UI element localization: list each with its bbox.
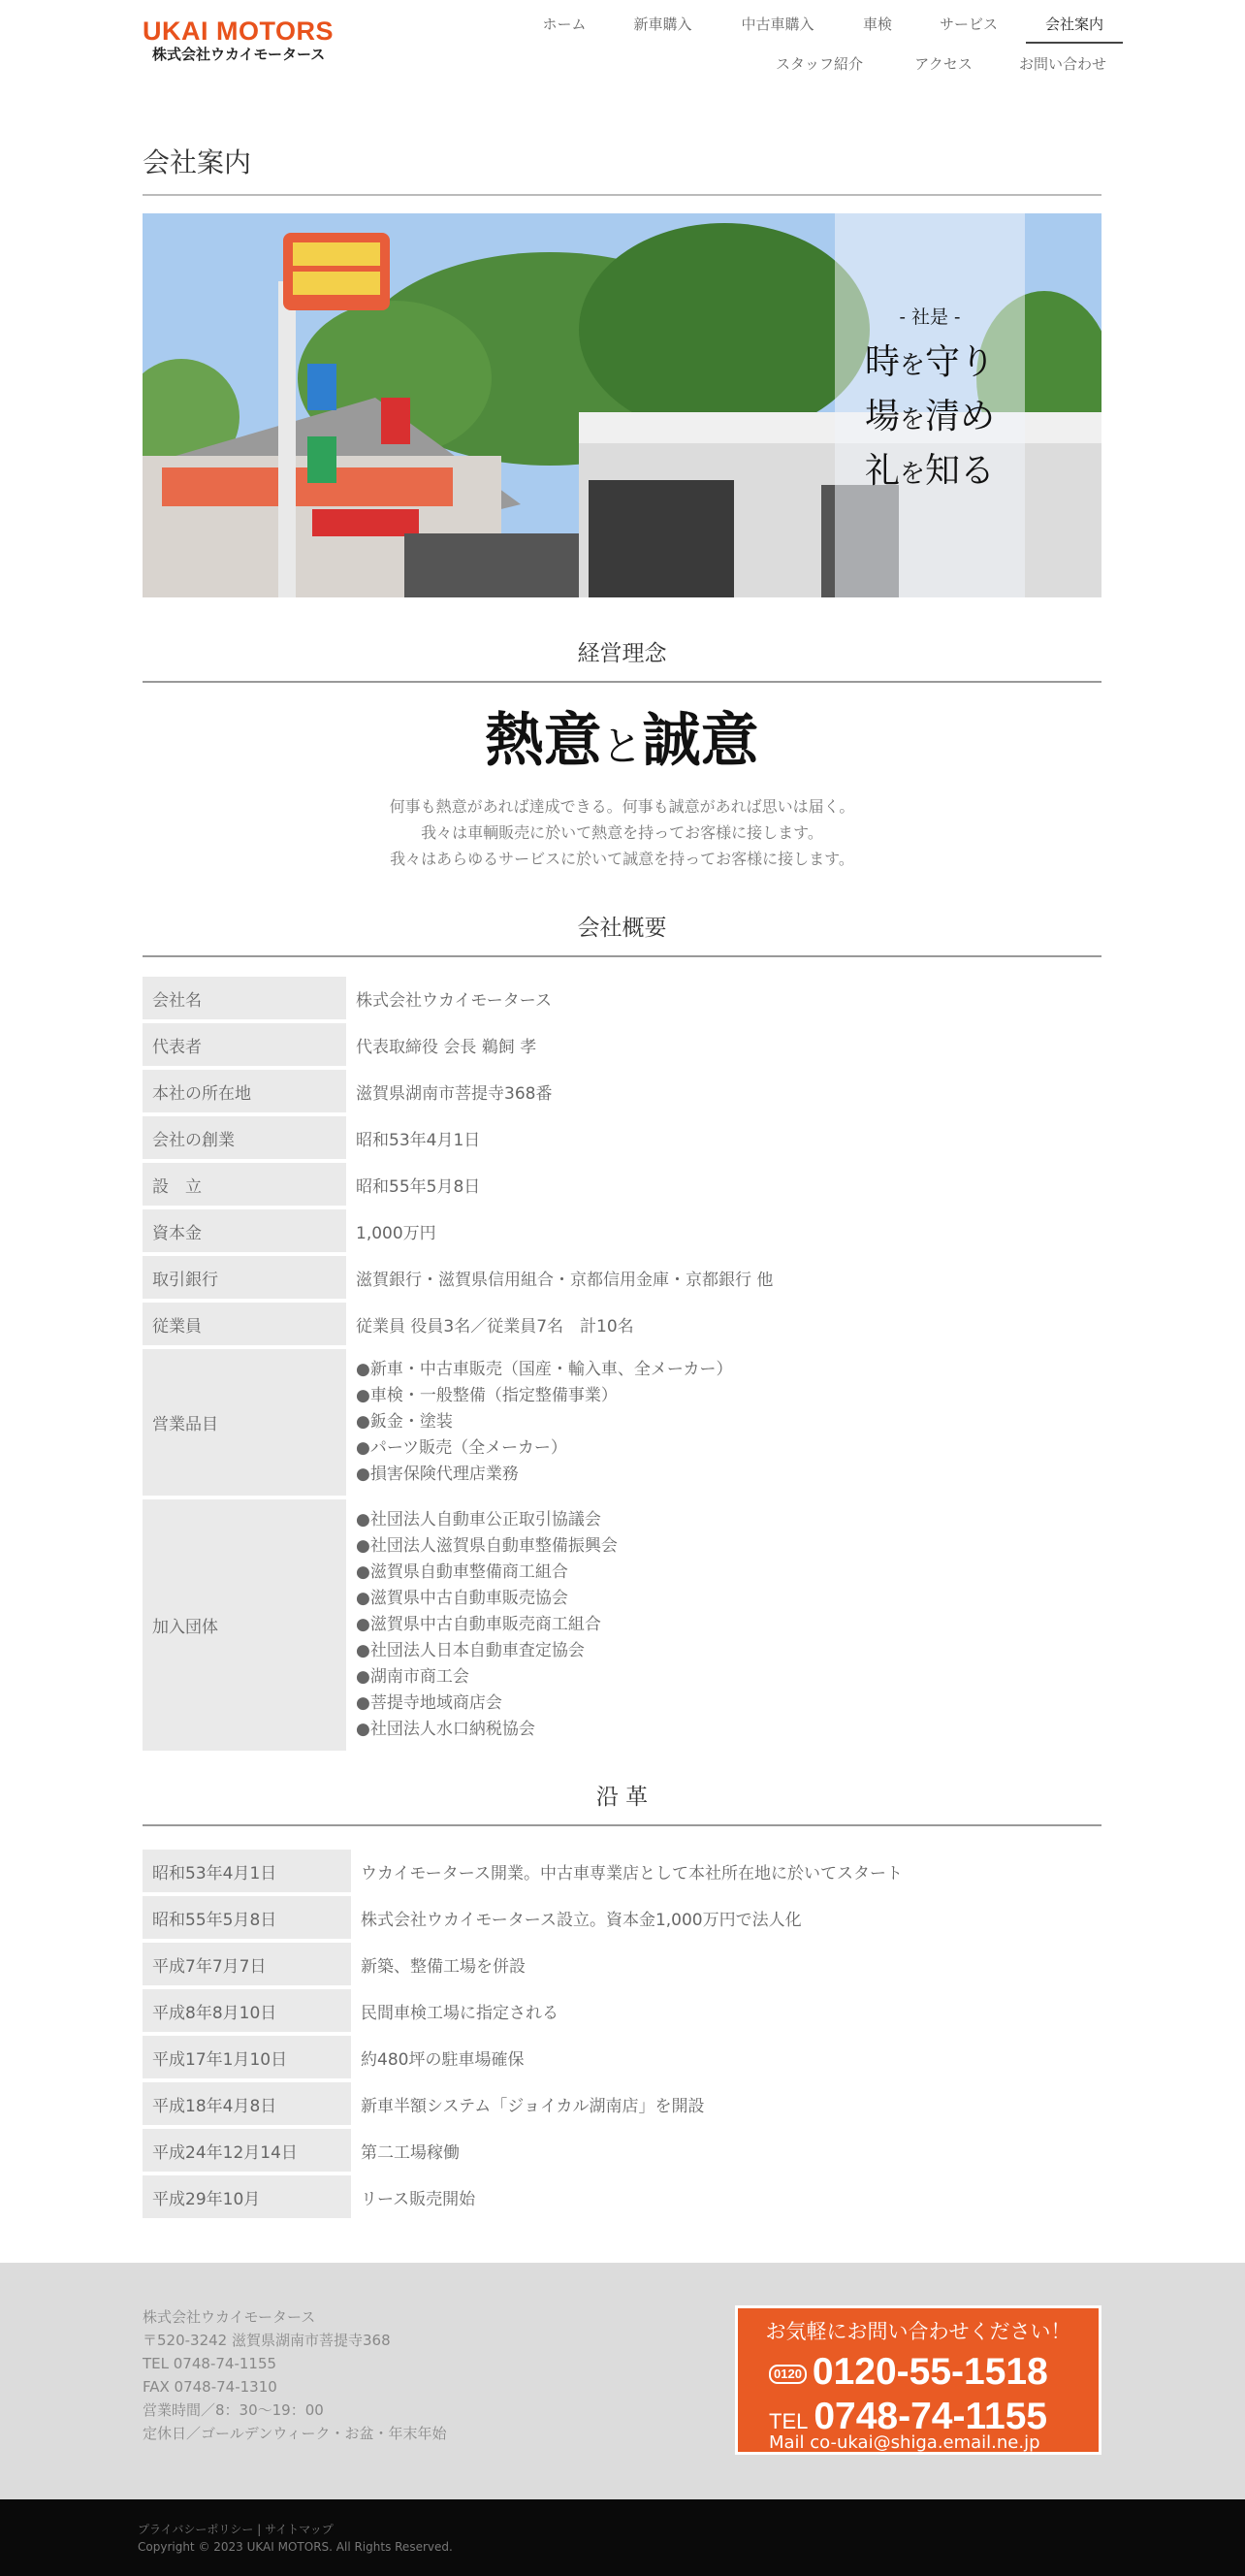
footer-company-info: 株式会社ウカイモータース 〒520-3242 滋賀県湖南市菩提寺368 TEL 0748-74-1155 FAX 0748-74-1310 営業時間／8：30〜19：00 定休日／ゴールデンウィーク・お盆・年末年始 (143, 2308, 447, 2442)
nav-contact[interactable]: お問い合わせ (1018, 55, 1106, 73)
table-row: 平成8年8月10日 民間車検工場に指定される (143, 1989, 1101, 2032)
table-row: 設 立 昭和55年5月8日 (143, 1163, 1101, 1206)
business-items: ●新車・中古車販売（国産・輸入車、全メーカー） ●車検・一般整備（指定整備事業） ●鈑金・塗装 ●パーツ販売（全メーカー） ●損害保険代理店業務 (356, 1360, 733, 1484)
group-items: ●社団法人自動車公正取引協議会 ●社団法人滋賀県自動車整備振興会 ●滋賀県自動車整備商工組合 ●滋賀県中古自動車販売協会 ●滋賀県中古自動車販売商工組合 ●社団法人日本自動車査定協会 ●湖南市商工会 ●菩提寺地域商店会 ●社団法人水口納税協会 (356, 1510, 618, 1739)
site-footer (0, 2263, 1245, 2499)
logo-japanese: 株式会社ウカイモータース (152, 46, 326, 63)
copyright: Copyright © 2023 UKAI MOTORS. All Rights Reserved. (138, 2540, 453, 2554)
table-row: 平成29年10月 リース販売開始 (143, 2175, 1101, 2218)
history-table (143, 1846, 1101, 2222)
table-row: 平成18年4月8日 新車半額システム「ジョイカル湖南店」を開設 (143, 2082, 1101, 2125)
history-title: 沿 革 (143, 1779, 1101, 1826)
motto-line-2: 場を清め (864, 397, 996, 436)
hero-image (143, 213, 1101, 597)
motto-line-3: 礼を知る (864, 451, 996, 491)
philosophy-text: 何事も熱意があれば達成できる。何事も誠意があれば思いは届く。 我々は車輌販売に於いて熱意を持ってお客様に接します。 我々はあらゆるサービスに於いて誠意を持ってお客様に接します。 (389, 797, 855, 868)
free-dial-icon: 0120 (769, 2365, 807, 2384)
footer-links[interactable]: プライバシーポリシー | サイトマップ (138, 2523, 334, 2536)
site-header (0, 0, 1245, 87)
contact-heading: お気軽にお問い合わせください！ (765, 2320, 1071, 2343)
table-row: 従業員 従業員 役員3名／従業員7名 計10名 (143, 1303, 1101, 1345)
nav-home[interactable]: ホーム (542, 16, 587, 33)
bottom-bar (0, 2499, 1245, 2576)
nav-used-car[interactable]: 中古車購入 (741, 16, 814, 33)
philosophy-title: 経営理念 (143, 635, 1101, 683)
table-row: 会社名 株式会社ウカイモータース (143, 977, 1101, 1019)
logo-english: UKAI MOTORS (143, 16, 335, 46)
nav-service[interactable]: サービス (939, 16, 998, 33)
page-title: 会社案内 (143, 142, 1101, 196)
contact-mail[interactable]: Mail co-ukai@shiga.email.ne.jp (769, 2432, 1040, 2453)
nav-new-car[interactable]: 新車購入 (633, 16, 692, 33)
table-row: 昭和53年4月1日 ウカイモータース開業。中古車専業店として本社所在地に於いてスタート (143, 1850, 1101, 1892)
table-row: 平成24年12月14日 第二工場稼働 (143, 2129, 1101, 2172)
table-row: 取引銀行 滋賀銀行・滋賀県信用組合・京都信用金庫・京都銀行 他 (143, 1256, 1101, 1299)
overview-table (143, 973, 1101, 1755)
table-row: 会社の創業 昭和53年4月1日 (143, 1116, 1101, 1159)
motto-line-1: 時を守り (864, 342, 996, 382)
table-row: 資本金 1,000万円 (143, 1209, 1101, 1252)
nav-staff[interactable]: スタッフ紹介 (775, 55, 863, 73)
table-row: 本社の所在地 滋賀県湖南市菩提寺368番 (143, 1070, 1101, 1112)
table-row: 昭和55年5月8日 株式会社ウカイモータース設立。資本金1,000万円で法人化 (143, 1896, 1101, 1939)
nav-company[interactable]: 会社案内 (1026, 14, 1123, 44)
philosophy-slogan: 熱意と誠意 (485, 707, 759, 775)
nav-access[interactable]: アクセス (914, 55, 973, 73)
table-row: 平成17年1月10日 約480坪の駐車場確保 (143, 2036, 1101, 2078)
contact-banner[interactable] (735, 2305, 1101, 2455)
table-row: 営業品目 ●新車・中古車販売（国産・輸入車、全メーカー） ●車検・一般整備（指定整備事業） ●鈑金・塗装 ●パーツ販売（全メーカー） ●損害保険代理店業務 (143, 1349, 1101, 1496)
tel-number[interactable]: TEL 0748-74-1155 (769, 2396, 1048, 2437)
table-row: 加入団体 ●社団法人自動車公正取引協議会 ●社団法人滋賀県自動車整備振興会 ●滋賀県自動車整備商工組合 ●滋賀県中古自動車販売協会 ●滋賀県中古自動車販売商工組合 ●社団法人日本自動車査定協会 ●湖南市商工会 ●菩提寺地域商店会 ●社団法人水口納税協会 (143, 1499, 1101, 1751)
table-row: 平成7年7月7日 新築、整備工場を併設 (143, 1943, 1101, 1985)
table-row: 代表者 代表取締役 会長 鵜飼 孝 (143, 1023, 1101, 1066)
motto-label: - 社是 - (899, 306, 961, 328)
nav-inspection[interactable]: 車検 (862, 16, 892, 33)
overview-title: 会社概要 (143, 910, 1101, 957)
motto-panel (835, 213, 1025, 597)
free-dial-number[interactable]: 0120 0120-55-1518 (769, 2353, 1048, 2392)
site-logo[interactable] (143, 17, 334, 64)
